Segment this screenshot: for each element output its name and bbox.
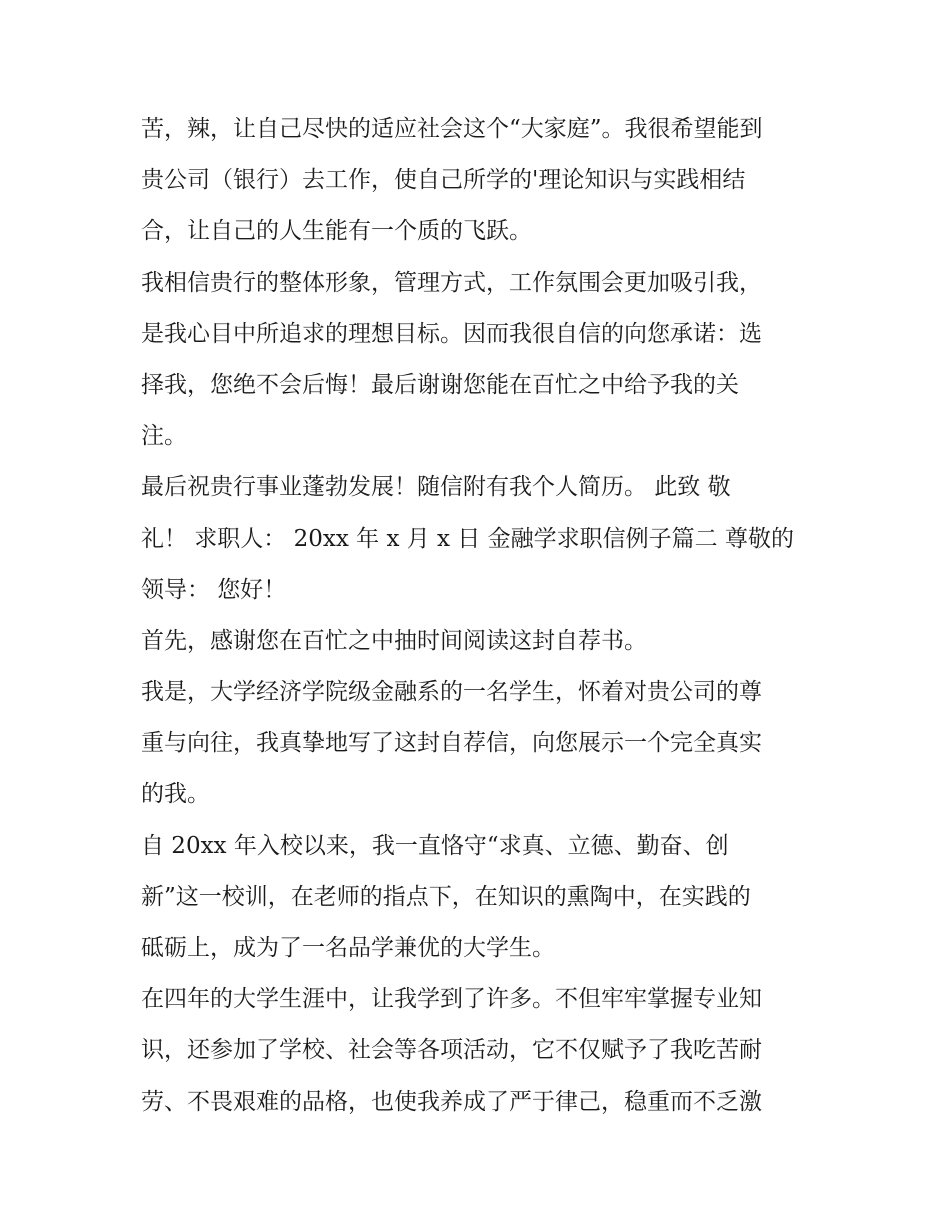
text-line: 自 20xx 年入校以来，我一直恪守“求真、立德、勤奋、创 [141, 832, 729, 859]
text-line: 我是，大学经济学院级金融系的一名学生，怀着对贵公司的尊 [141, 679, 762, 706]
text-line: 砥砺上，成为了一名品学兼优的大学生。 [141, 935, 555, 961]
text-line: 首先，感谢您在百忙之中抽时间阅读这封自荐书。 [141, 627, 647, 654]
text-line: 的我。 [141, 781, 210, 808]
letter-body [141, 104, 821, 1128]
text-line: 贵公司（银行）去工作，使自己所学的'理论知识与实践相结 [141, 167, 746, 194]
text-line: 合，让自己的人生能有一个质的飞跃。 [141, 218, 532, 245]
text-line: 礼！ 求职人： 20xx 年 x 月 x 日 金融学求职信例子篇二 尊敬的 [141, 525, 794, 552]
text-line: 最后祝贵行事业蓬勃发展！随信附有我个人简历。 此致 敬 [141, 474, 731, 501]
text-line: 苦，辣，让自己尽快的适应社会这个“大家庭”。我很希望能到 [141, 116, 763, 142]
text-line: 我相信贵行的整体形象，管理方式，工作氛围会更加吸引我， [141, 269, 762, 296]
text-line: 重与向往，我真挚地写了这封自荐信，向您展示一个完全真实 [141, 730, 762, 757]
text-line: 是我心目中所追求的理想目标。因而我很自信的向您承诺：选 [141, 320, 762, 347]
text-line: 领导： 您好！ [141, 576, 287, 603]
text-line: 识，还参加了学校、社会等各项活动，它不仅赋予了我吃苦耐 [141, 1037, 762, 1064]
text-line: 注。 [141, 423, 187, 450]
text-line: 劳、不畏艰难的品格，也使我养成了严于律己，稳重而不乏激 [141, 1088, 762, 1115]
text-line: 择我，您绝不会后悔！最后谢谢您能在百忙之中给予我的关 [141, 371, 739, 398]
text-line: 新”这一校训，在老师的指点下，在知识的熏陶中，在实践的 [141, 883, 751, 910]
text-line: 在四年的大学生涯中，让我学到了许多。不但牢牢掌握专业知 [141, 986, 762, 1013]
